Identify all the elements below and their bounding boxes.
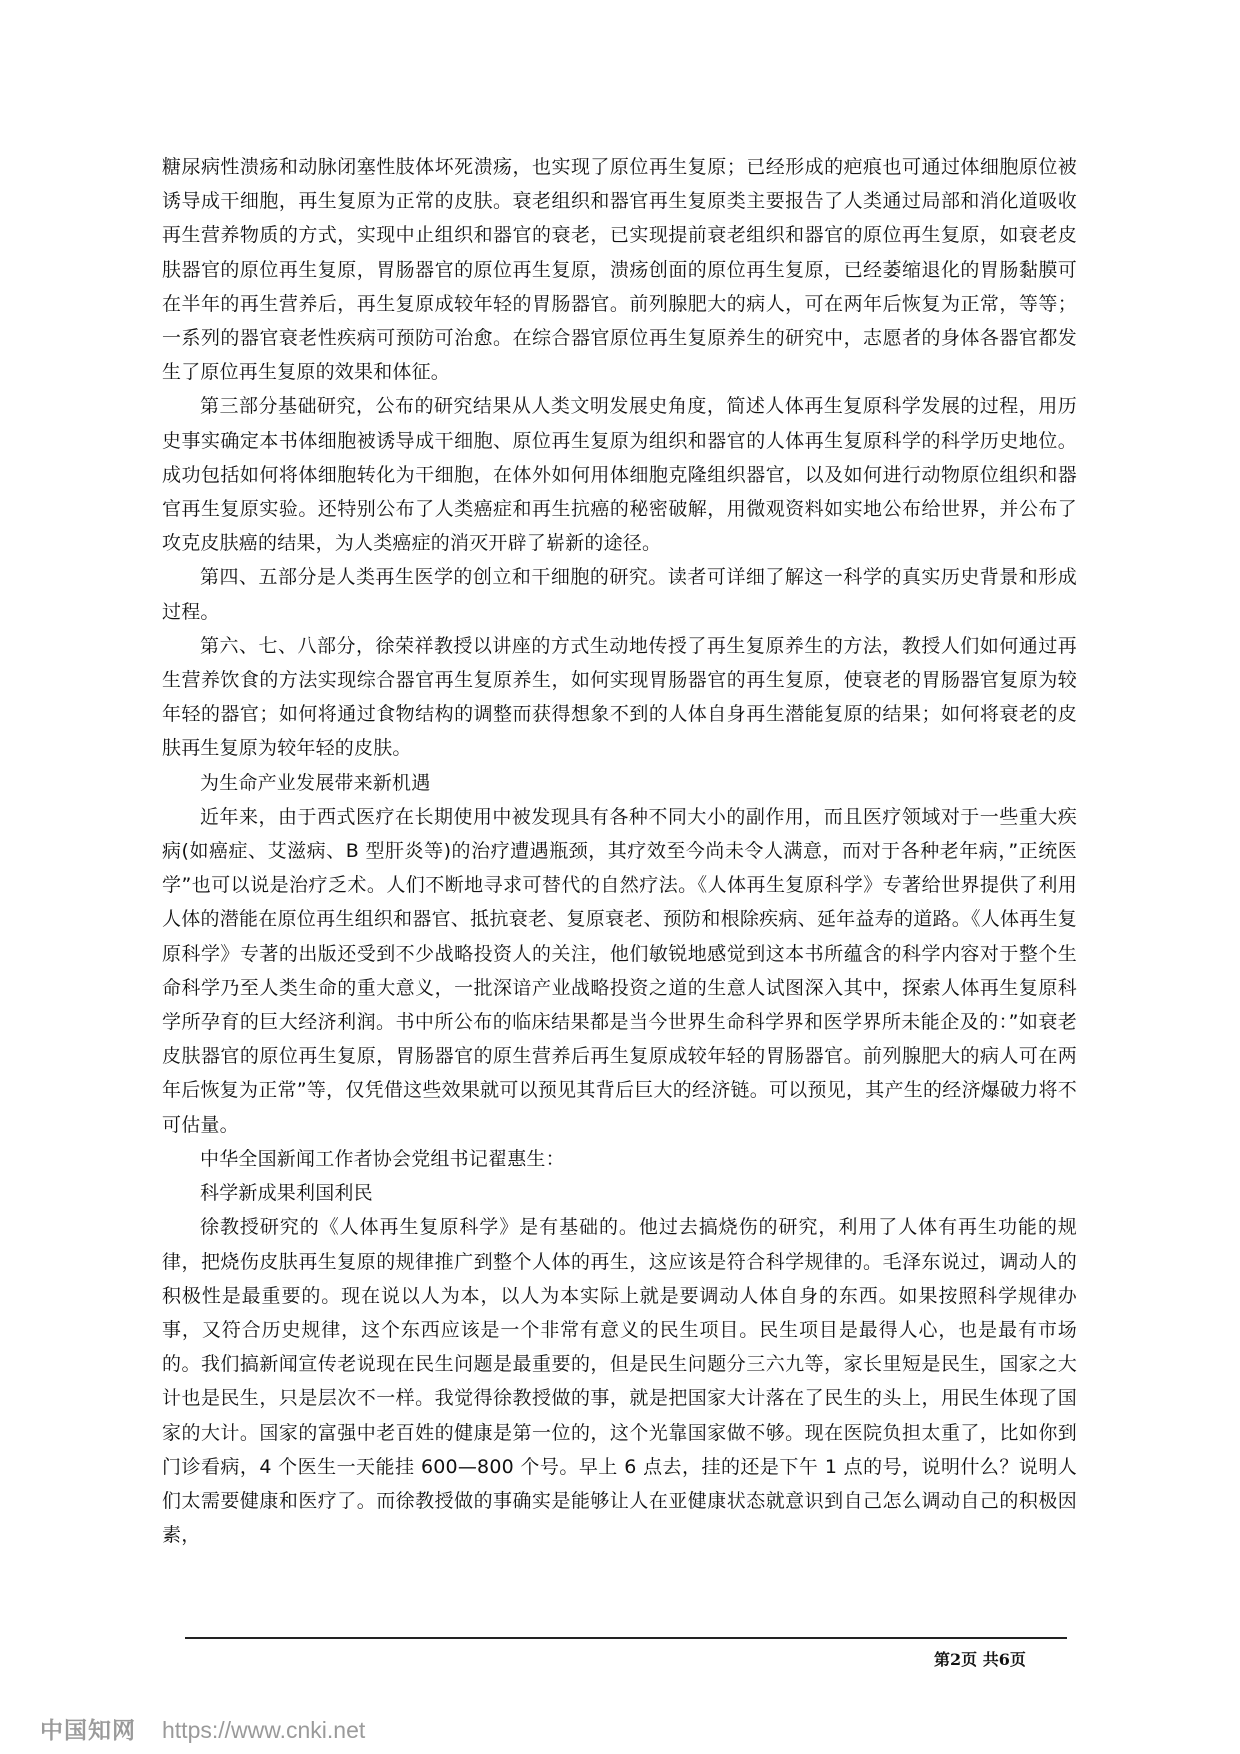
cnki-watermark [40,1712,365,1745]
body-paragraph: 徐教授研究的《人体再生复原科学》是有基础的。他过去搞烧伤的研究，利用了人体有再生功能的规律，把烧伤皮肤再生复原的规律推广到整个人体的再生，这应该是符合科学规律的。毛泽东说过，调动人的积极性是最重要的。现在说以人为本，以人为本实际上就是要调动人体自身的东西。如果按照科学规律办事，又符合历史规律，这个东西应该是一个非常有意义的民生项目。民生项目是最得人心，也是最有市场的。我们搞新闻宣传老说现在民生问题是最重要的，但是民生问题分三六九等，家长里短是民生，国家之大计也是民生，只是层次不一样。我觉得徐教授做的事，就是把国家大计落在了民生的头上，用民生体现了国家的大计。国家的富强中老百姓的健康是第一位的，这个光靠国家做不够。现在医院负担太重了，比如你到门诊看病，4 个医生一天能挂 600—800 个号。早上 6 点去，挂的还是下午 1 点的号，说明什么？说明人们太需要健康和医疗了。而徐教授做的事确实是能够让人在亚健康状态就意识到自己怎么调动自己的积极因素， [162,1216,1077,1547]
speaker-heading: 中华全国新闻工作者协会党组书记翟惠生： [200,1147,565,1170]
body-paragraph: 糖尿病性溃疡和动脉闭塞性肢体坏死溃疡，也实现了原位再生复原；已经形成的疤痕也可通过体细胞原位被诱导成干细胞，再生复原为正常的皮肤。衰老组织和器官再生复原类主要报告了人类通过局部和消化道吸收再生营养物质的方式，实现中止组织和器官的衰老，已实现提前衰老组织和器官的原位再生复原，如衰老皮肤器官的原位再生复原，胃肠器官的原位再生复原，溃疡创面的原位再生复原，已经萎缩退化的胃肠黏膜可在半年的再生营养后，再生复原成较年轻的胃肠器官。前列腺肥大的病人，可在两年后恢复为正常，等等；一系列的器官衰老性疾病可预防可治愈。在综合器官原位再生复原养生的研究中，志愿者的身体各器官都发生了原位再生复原的效果和体征。 [162,156,1077,384]
body-paragraph: 第六、七、八部分，徐荣祥教授以讲座的方式生动地传授了再生复原养生的方法，教授人们如何通过再生营养饮食的方法实现综合器官再生复原养生，如何实现胃肠器官的再生复原，使衰老的胃肠器官复原为较年轻的器官；如何将通过食物结构的调整而获得想象不到的人体自身再生潜能复原的结果；如何将衰老的皮肤再生复原为较年轻的皮肤。 [162,634,1077,760]
document-body [162,150,1077,1552]
section-heading: 科学新成果利国利民 [200,1182,373,1205]
cnki-url: https://www.cnki.net [162,1717,366,1743]
cnki-logo: 中国知网 [40,1718,136,1744]
page-number: 第2页 共6页 [934,1650,1026,1669]
footer-divider [185,1637,1067,1639]
body-paragraph: 第四、五部分是人类再生医学的创立和干细胞的研究。读者可详细了解这一科学的真实历史背景和形成过程。 [162,566,1077,623]
body-paragraph: 近年来，由于西式医疗在长期使用中被发现具有各种不同大小的副作用，而且医疗领域对于一些重大疾病(如癌症、艾滋病、B 型肝炎等)的治疗遭遇瓶颈，其疗效至今尚未令人满意，而对于各种老年病，”正统医学”也可以说是治疗乏术。人们不断地寻求可替代的自然疗法。《人体再生复原科学》专著给世界提供了利用人体的潜能在原位再生组织和器官、抵抗衰老、复原衰老、预防和根除疾病、延年益寿的道路。《人体再生复原科学》专著的出版还受到不少战略投资人的关注，他们敏锐地感觉到这本书所蕴含的科学内容对于整个生命科学乃至人类生命的重大意义，一批深谙产业战略投资之道的生意人试图深入其中，探索人体再生复原科学所孕育的巨大经济利润。书中所公布的临床结果都是当今世界生命科学界和医学界所未能企及的：”如衰老皮肤器官的原位再生复原，胃肠器官的原生营养后再生复原成较年轻的胃肠器官。前列腺肥大的病人可在两年后恢复为正常”等，仅凭借这些效果就可以预见其背后巨大的经济链。可以预见，其产生的经济爆破力将不可估量。 [162,805,1077,1136]
section-heading: 为生命产业发展带来新机遇 [200,771,431,794]
body-paragraph: 第三部分基础研究，公布的研究结果从人类文明发展史角度，简述人体再生复原科学发展的过程，用历史事实确定本书体细胞被诱导成干细胞、原位再生复原为组织和器官的人体再生复原科学的科学历史地位。成功包括如何将体细胞转化为干细胞，在体外如何用体细胞克隆组织器官，以及如何进行动物原位组织和器官再生复原实验。还特别公布了人类癌症和再生抗癌的秘密破解，用微观资料如实地公布给世界，并公布了攻克皮肤癌的结果，为人类癌症的消灭开辟了崭新的途径。 [162,395,1077,555]
